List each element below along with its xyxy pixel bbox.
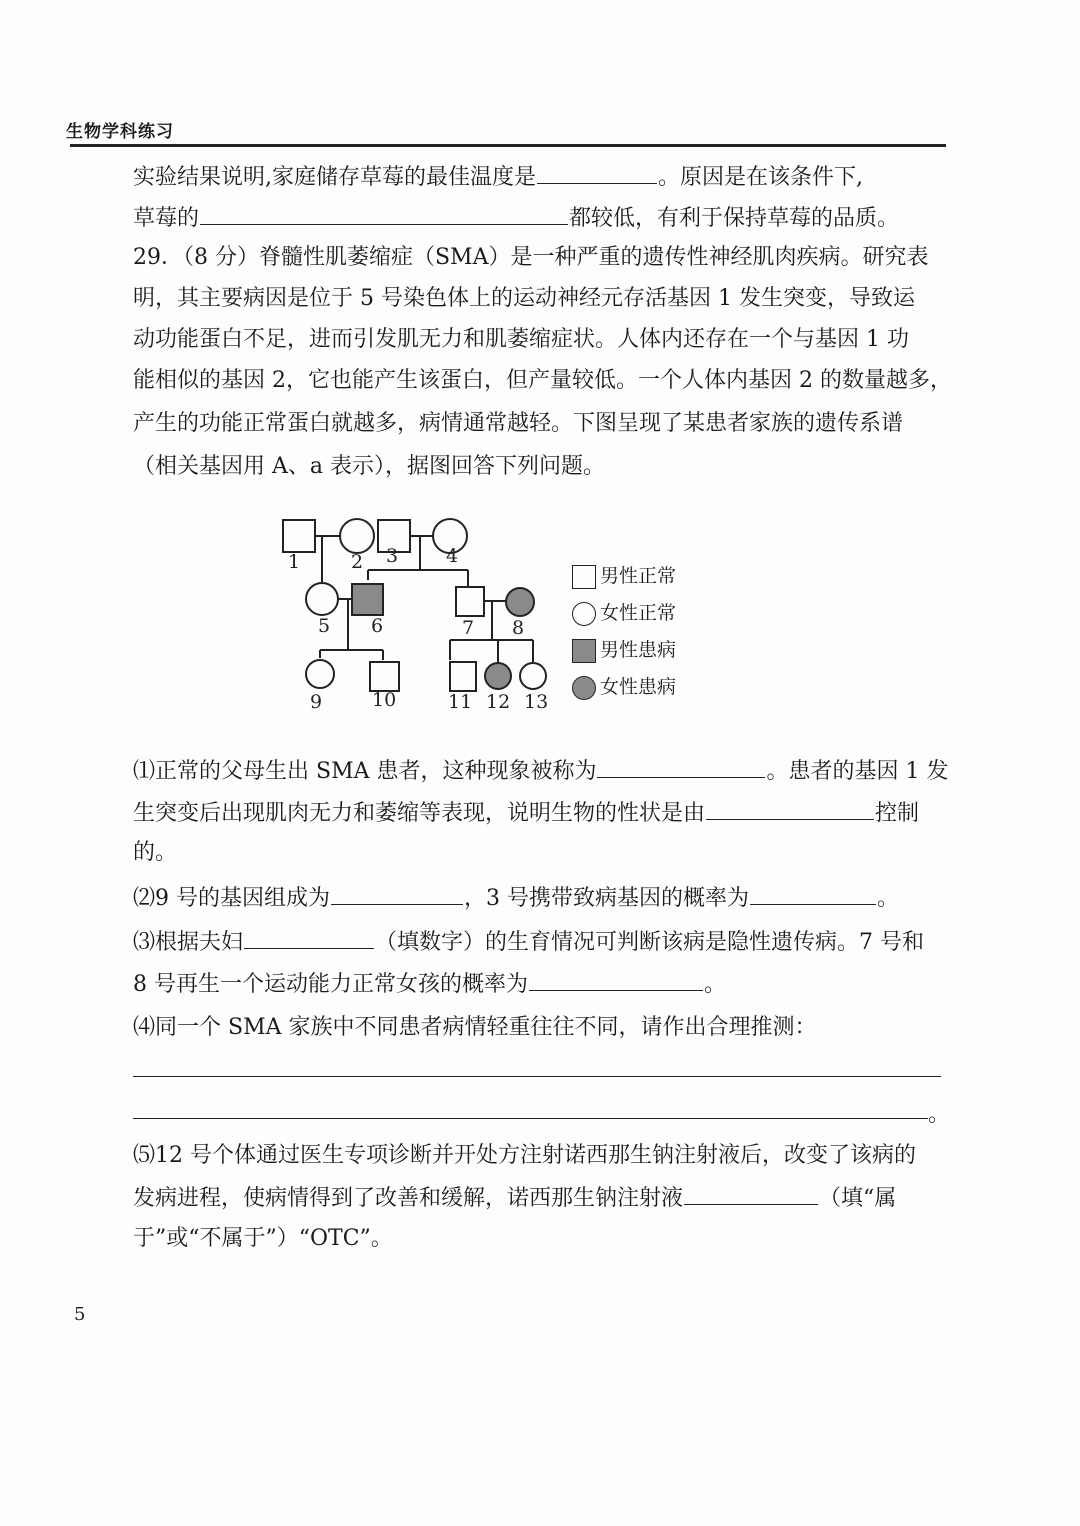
label-5: 5 bbox=[318, 615, 331, 637]
individual-9-symbol bbox=[306, 660, 334, 688]
answer-blank[interactable] bbox=[706, 797, 874, 820]
subquestion-4-line-1: ⑷同一个 SMA 家族中不同患者病情轻重往往不同，请作出合理推测： bbox=[133, 1015, 817, 1040]
intro-text: 。原因是在该条件下, bbox=[658, 165, 863, 190]
individual-8-symbol bbox=[506, 588, 534, 616]
subquestion-5-line-1: ⑸12 号个体通过医生专项诊断并开处方注射诺西那生钠注射液后，改变了该病的 bbox=[133, 1143, 916, 1168]
question-line: 明，其主要病因是位于 5 号染色体上的运动神经元存活基因 1 发生突变，导致运 bbox=[133, 286, 915, 311]
individual-13-symbol bbox=[520, 663, 546, 689]
pedigree-legend bbox=[572, 558, 676, 706]
intro-text: 草莓的 bbox=[133, 206, 200, 231]
question-line: （相关基因用 A、a 表示），据图回答下列问题。 bbox=[133, 454, 605, 479]
pedigree-diagram bbox=[270, 510, 570, 715]
label-6: 6 bbox=[371, 615, 384, 637]
legend-female-affected bbox=[572, 669, 676, 706]
subquestion-2-line-1 bbox=[133, 882, 948, 914]
subquestion-text: 生突变后出现肌肉无力和萎缩等表现，说明生物的性状是由 bbox=[133, 801, 706, 826]
answer-line[interactable] bbox=[133, 1076, 941, 1077]
intro-line-1 bbox=[133, 161, 948, 193]
answer-blank[interactable] bbox=[597, 755, 765, 778]
subquestion-text: 。患者的基因 1 发 bbox=[766, 759, 949, 784]
label-2: 2 bbox=[351, 551, 364, 573]
subquestion-text: ⑶根据夫妇 bbox=[133, 930, 244, 955]
legend-label: 男性正常 bbox=[600, 565, 677, 587]
legend-label: 女性正常 bbox=[600, 602, 677, 624]
subquestion-text: ⑵9 号的基因组成为 bbox=[133, 886, 330, 911]
answer-blank[interactable] bbox=[529, 968, 703, 991]
label-3: 3 bbox=[386, 545, 399, 567]
individual-1-symbol bbox=[283, 520, 315, 552]
answer-end-period: 。 bbox=[928, 1102, 951, 1127]
legend-male-normal bbox=[572, 558, 676, 595]
subquestion-text: （填数字）的生育情况可判断该病是隐性遗传病。7 号和 bbox=[375, 930, 925, 955]
legend-label: 女性患病 bbox=[600, 676, 677, 698]
individual-2-symbol bbox=[340, 519, 374, 553]
header-rule bbox=[70, 144, 946, 147]
subquestion-text: 。 bbox=[704, 972, 727, 997]
individual-10-symbol bbox=[370, 662, 399, 691]
label-11: 11 bbox=[448, 691, 473, 713]
subquestion-5-line-3: 于”或“不属于”）“OTC”。 bbox=[133, 1226, 393, 1251]
square-icon bbox=[572, 565, 596, 589]
label-13: 13 bbox=[524, 691, 549, 713]
subquestion-text: 8 号再生一个运动能力正常女孩的概率为 bbox=[133, 972, 528, 997]
intro-line-2 bbox=[133, 202, 948, 234]
label-9: 9 bbox=[310, 691, 323, 713]
label-7: 7 bbox=[462, 617, 475, 639]
label-4: 4 bbox=[446, 545, 459, 567]
answer-line[interactable] bbox=[133, 1118, 928, 1119]
intro-text: 实验结果说明,家庭储存草莓的最佳温度是 bbox=[133, 165, 536, 190]
legend-female-normal bbox=[572, 595, 676, 632]
question-line: 产生的功能正常蛋白就越多，病情通常越轻。下图呈现了某患者家族的遗传系谱 bbox=[133, 411, 904, 436]
question-line: 29．（8 分）脊髓性肌萎缩症（SMA）是一种严重的遗传性神经肌肉疾病。研究表 bbox=[133, 245, 929, 270]
legend-label: 男性患病 bbox=[600, 639, 677, 661]
intro-text: 都较低，有利于保持草莓的品质。 bbox=[569, 206, 900, 231]
answer-blank[interactable] bbox=[750, 882, 876, 905]
subquestion-3-line-2 bbox=[133, 968, 948, 1000]
subquestion-text: ⑴正常的父母生出 SMA 患者，这种现象被称为 bbox=[133, 759, 597, 784]
subquestion-1-line-2 bbox=[133, 797, 948, 829]
filled-circle-icon bbox=[572, 676, 596, 700]
question-line: 能相似的基因 2，它也能产生该蛋白，但产量较低。一个人体内基因 2 的数量越多， bbox=[133, 368, 952, 393]
subquestion-text: 。 bbox=[877, 886, 900, 911]
subquestion-text: 发病进程，使病情得到了改善和缓解，诺西那生钠注射液 bbox=[133, 1186, 684, 1211]
label-10: 10 bbox=[372, 689, 397, 711]
subquestion-3-line-1 bbox=[133, 926, 948, 958]
subquestion-text: 控制 bbox=[875, 801, 920, 826]
subquestion-text: ，3 号携带致病基因的概率为 bbox=[464, 886, 749, 911]
individual-11-symbol bbox=[450, 662, 476, 691]
legend-male-affected bbox=[572, 632, 676, 669]
label-8: 8 bbox=[512, 617, 525, 639]
answer-blank[interactable] bbox=[684, 1182, 818, 1205]
answer-blank[interactable] bbox=[331, 882, 463, 905]
circle-icon bbox=[572, 602, 596, 626]
individual-7-symbol bbox=[456, 587, 484, 616]
subquestion-text: （填“属 bbox=[819, 1186, 897, 1211]
subquestion-5-line-2 bbox=[133, 1182, 948, 1214]
subquestion-1-line-3: 的。 bbox=[133, 840, 178, 865]
question-line: 动功能蛋白不足，进而引发肌无力和肌萎缩症状。人体内还存在一个与基因 1 功 bbox=[133, 327, 909, 352]
subquestion-1-line-1 bbox=[133, 755, 948, 787]
label-1: 1 bbox=[288, 551, 301, 573]
individual-12-symbol bbox=[485, 663, 511, 689]
answer-blank[interactable] bbox=[200, 202, 568, 225]
individual-6-symbol bbox=[352, 584, 383, 615]
answer-blank[interactable] bbox=[537, 161, 657, 184]
individual-5-symbol bbox=[306, 583, 338, 615]
subject-header: 生物学科练习 bbox=[66, 122, 174, 142]
page-number: 5 bbox=[74, 1304, 86, 1325]
label-12: 12 bbox=[486, 691, 511, 713]
filled-square-icon bbox=[572, 639, 596, 663]
answer-blank[interactable] bbox=[244, 926, 374, 949]
